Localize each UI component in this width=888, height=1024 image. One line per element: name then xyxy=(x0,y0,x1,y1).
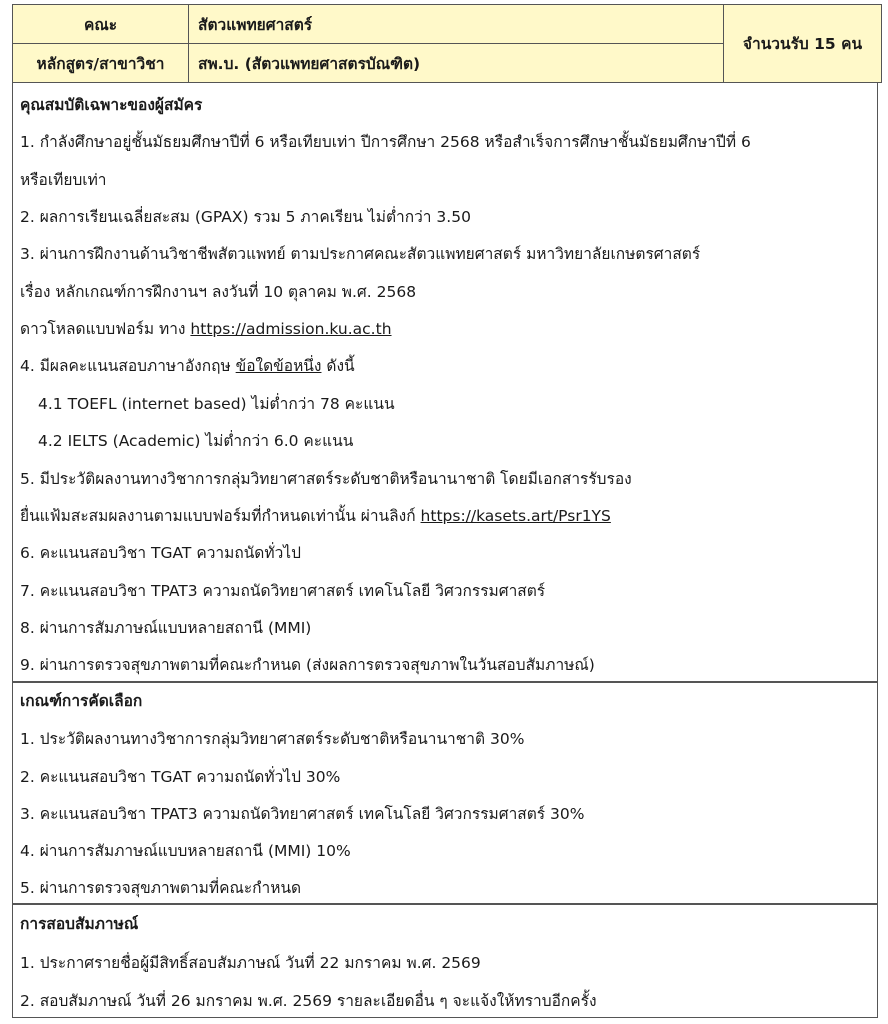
criteria-item-4: 4. ผ่านการสัมภาษณ์แบบหลายสถานี (MMI) 10% xyxy=(20,842,351,860)
interview-section xyxy=(12,904,878,1018)
faculty-label: คณะ xyxy=(13,5,189,44)
faculty-row xyxy=(13,5,882,44)
qualification-item-1-line-1: 1. กำลังศึกษาอยู่ชั้นมัธยมศึกษาปีที่ 6 หรือเทียบเท่า ปีการศึกษา 2568 หรือสำเร็จการศึกษาชั้นมัธยมศึกษาปีที่ 6 xyxy=(20,133,751,151)
criteria-item-5: 5. ผ่านการตรวจสุขภาพตามที่คณะกำหนด xyxy=(20,879,302,897)
qualification-item-3-line-3 xyxy=(20,319,392,339)
portfolio-text: ยื่นแฟ้มสะสมผลงานตามแบบฟอร์มที่กำหนดเท่านั้น ผ่านลิงก์ xyxy=(20,507,421,525)
interview-item-2: 2. สอบสัมภาษณ์ วันที่ 26 มกราคม พ.ศ. 2569 รายละเอียดอื่น ๆ จะแจ้งให้ทราบอีกครั้ง xyxy=(20,992,597,1010)
qualification-item-7: 7. คะแนนสอบวิชา TPAT3 ความถนัดวิทยาศาสตร์ เทคโนโลยี วิศวกรรมศาสตร์ xyxy=(20,582,546,600)
qualification-item-2: 2. ผลการเรียนเฉลี่ยสะสม (GPAX) รวม 5 ภาคเรียน ไม่ต่ำกว่า 3.50 xyxy=(20,208,471,226)
criteria-item-3: 3. คะแนนสอบวิชา TPAT3 ความถนัดวิทยาศาสตร์ เทคโนโลยี วิศวกรรมศาสตร์ 30% xyxy=(20,805,585,823)
criteria-item-1: 1. ประวัติผลงานทางวิชาการกลุ่มวิทยาศาสตร์ระดับชาติหรือนานาชาติ 30% xyxy=(20,730,525,748)
program-label: หลักสูตร/สาขาวิชา xyxy=(13,44,189,83)
item-4-suffix: ดังนี้ xyxy=(321,357,355,375)
faculty-value: สัตวแพทยศาสตร์ xyxy=(189,5,724,44)
qualification-item-5-line-1: 5. มีประวัติผลงานทางวิชาการกลุ่มวิทยาศาสตร์ระดับชาติหรือนานาชาติ โดยมีเอกสารรับรอง xyxy=(20,470,632,488)
admission-link[interactable]: https://admission.ku.ac.th xyxy=(190,320,392,338)
qualification-item-4-1: 4.1 TOEFL (internet based) ไม่ต่ำกว่า 78 คะแนน xyxy=(38,395,395,413)
download-form-text: ดาวโหลดแบบฟอร์ม ทาง xyxy=(20,320,191,338)
qualifications-title: คุณสมบัติเฉพาะของผู้สมัคร xyxy=(20,96,203,114)
item-4-underlined: ข้อใดข้อหนึ่ง xyxy=(235,357,322,375)
quota-cell: จำนวนรับ 15 คน xyxy=(724,5,882,83)
program-value: สพ.บ. (สัตวแพทยศาสตรบัณฑิต) xyxy=(189,44,724,83)
qualification-item-1-line-2: หรือเทียบเท่า xyxy=(20,171,107,189)
qualification-item-3-line-2: เรื่อง หลักเกณฑ์การฝึกงานฯ ลงวันที่ 10 ตุลาคม พ.ศ. 2568 xyxy=(20,283,417,301)
program-header-table xyxy=(12,4,882,83)
qualification-item-3-line-1: 3. ผ่านการฝึกงานด้านวิชาชีพสัตวแพทย์ ตามประกาศคณะสัตวแพทยศาสตร์ มหาวิทยาลัยเกษตรศาสตร์ xyxy=(20,245,701,263)
qualification-item-5-line-2 xyxy=(20,506,611,526)
admission-sheet xyxy=(12,4,878,1018)
item-4-prefix: 4. มีผลคะแนนสอบภาษาอังกฤษ xyxy=(20,357,236,375)
qualification-item-9: 9. ผ่านการตรวจสุขภาพตามที่คณะกำหนด (ส่งผลการตรวจสุขภาพในวันสอบสัมภาษณ์) xyxy=(20,656,595,674)
qualification-item-8: 8. ผ่านการสัมภาษณ์แบบหลายสถานี (MMI) xyxy=(20,619,312,637)
criteria-item-2: 2. คะแนนสอบวิชา TGAT ความถนัดทั่วไป 30% xyxy=(20,768,341,786)
criteria-section xyxy=(12,682,878,904)
qualification-item-4-2: 4.2 IELTS (Academic) ไม่ต่ำกว่า 6.0 คะแนน xyxy=(38,432,354,450)
qualification-item-4 xyxy=(20,356,355,376)
portfolio-link[interactable]: https://kasets.art/Psr1YS xyxy=(420,507,611,525)
criteria-title: เกณฑ์การคัดเลือก xyxy=(20,692,143,710)
qualification-item-6: 6. คะแนนสอบวิชา TGAT ความถนัดทั่วไป xyxy=(20,544,301,562)
interview-item-1: 1. ประกาศรายชื่อผู้มีสิทธิ์สอบสัมภาษณ์ วันที่ 22 มกราคม พ.ศ. 2569 xyxy=(20,954,481,972)
qualifications-section xyxy=(12,82,878,682)
interview-title: การสอบสัมภาษณ์ xyxy=(20,915,139,933)
